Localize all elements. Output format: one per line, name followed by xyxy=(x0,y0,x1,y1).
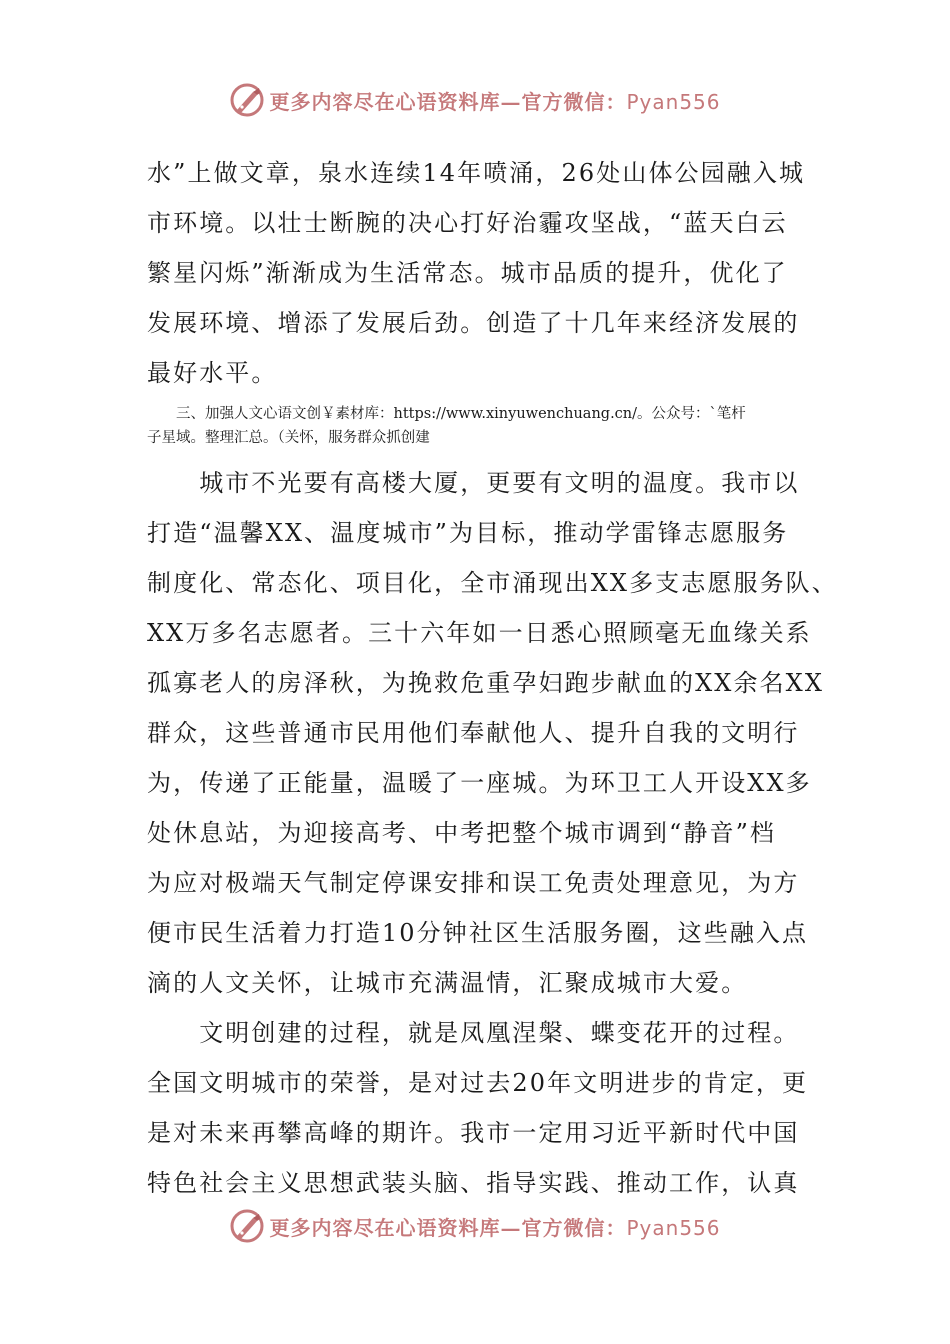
text-line: 水”上做文章，泉水连续14年喷涌，26处山体公园融入城 xyxy=(147,159,806,187)
paragraph-3 xyxy=(147,1008,827,1208)
document-body xyxy=(147,148,838,1208)
text-line: 便市民生活着力打造10分钟社区生活服务圈，这些融入点 xyxy=(147,919,809,947)
text-line: 群众，这些普通市民用他们奉献他人、提升自我的文明行 xyxy=(147,719,800,747)
text-line: 为，传递了正能量，温暖了一座城。为环卫工人开设XX多 xyxy=(147,769,812,797)
text-line: XX万多名志愿者。三十六年如一日悉心照顾毫无血缘关系 xyxy=(147,619,812,647)
paragraph-2 xyxy=(147,458,838,1008)
small-text-line: 子星域。整理汇总。（关怀，服务群众抓创建 xyxy=(147,430,430,446)
footer-banner xyxy=(229,1208,720,1244)
text-line: 繁星闪烁”渐渐成为生活常态。城市品质的提升，优化了 xyxy=(147,259,788,287)
footer-banner-text: 更多内容尽在心语资料库—官方微信： xyxy=(269,1215,627,1240)
page-footer xyxy=(0,1208,950,1244)
text-line: 是对未来再攀高峰的期许。我市一定用习近平新时代中国 xyxy=(147,1119,800,1147)
section-heading-small xyxy=(147,402,827,450)
header-banner-text: 更多内容尽在心语资料库—官方微信： xyxy=(269,89,627,114)
text-line: 为应对极端天气制定停课安排和误工免责处理意见，为方 xyxy=(147,869,800,897)
text-line: 全国文明城市的荣誉，是对过去20年文明进步的肯定，更 xyxy=(147,1069,809,1097)
page-header xyxy=(0,82,950,118)
pen-nib-logo-icon xyxy=(229,82,265,118)
text-line: 发展环境、增添了发展后劲。创造了十几年来经济发展的 xyxy=(147,309,800,337)
text-line: 滴的人文关怀，让城市充满温情，汇聚成城市大爱。 xyxy=(147,969,748,997)
header-wechat-id: Pyan556 xyxy=(626,89,721,114)
pen-nib-logo-icon xyxy=(229,1208,265,1244)
header-banner xyxy=(229,82,720,118)
text-line: 特色社会主义思想武装头脑、指导实践、推动工作，认真 xyxy=(147,1169,800,1197)
text-line: 文明创建的过程，就是凤凰涅槃、蝶变花开的过程。 xyxy=(147,1019,800,1047)
text-line: 打造“温馨XX、温度城市”为目标，推动学雷锋志愿服务 xyxy=(147,519,789,547)
text-line: 制度化、常态化、项目化，全市涌现出XX多支志愿服务队、 xyxy=(147,569,838,597)
paragraph-1 xyxy=(147,148,827,398)
text-line: 最好水平。 xyxy=(147,359,278,387)
text-line: 处休息站，为迎接高考、中考把整个城市调到“静音”档 xyxy=(147,819,777,847)
small-text-line: 三、加强人文心语文创￥素材库：https://www.xinyuwenchuang.cn/。公众号：`笔杆 xyxy=(147,406,746,422)
text-line: 市环境。以壮士断腕的决心打好治霾攻坚战，“蓝天白云 xyxy=(147,209,788,237)
text-line: 城市不光要有高楼大厦，更要有文明的温度。我市以 xyxy=(147,469,800,497)
footer-wechat-id: Pyan556 xyxy=(626,1215,721,1240)
text-line: 孤寡老人的房泽秋，为挽救危重孕妇跑步献血的XX余名XX xyxy=(147,669,825,697)
